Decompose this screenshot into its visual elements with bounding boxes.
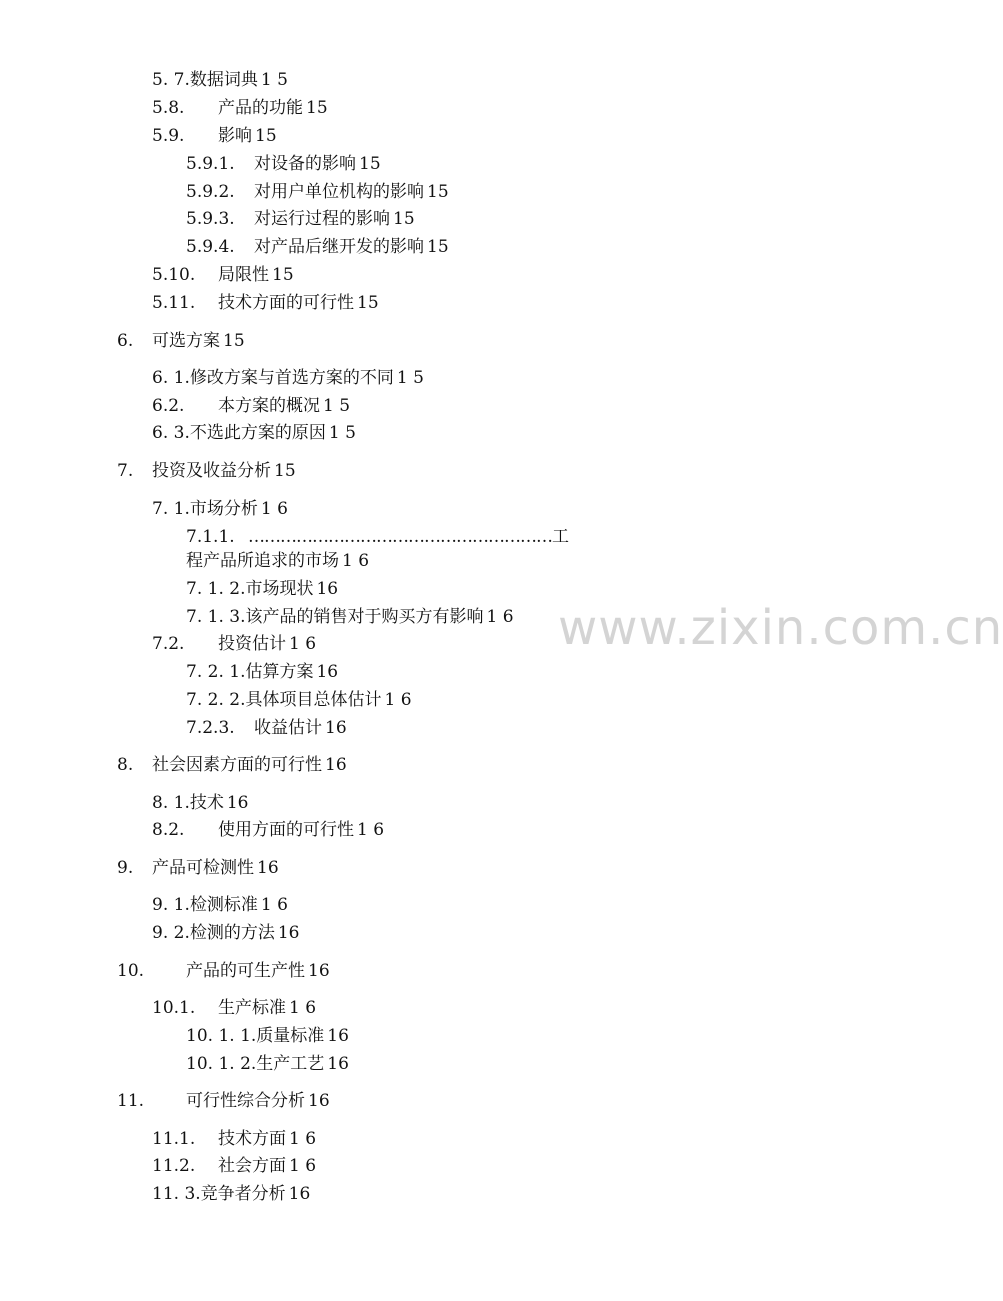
toc-number: 7.	[117, 461, 134, 481]
toc-number: 9. 1.	[152, 895, 190, 915]
toc-number: 7. 2. 2.	[186, 690, 246, 710]
toc-title: 可行性综合分析	[186, 1091, 305, 1111]
toc-page-number: 1 6	[384, 690, 412, 710]
toc-title: 质量标准	[256, 1026, 325, 1046]
toc-number: 8.	[117, 755, 134, 775]
toc-title: 市场现状	[245, 579, 314, 599]
toc-entry	[152, 996, 316, 1020]
toc-entry	[152, 818, 384, 842]
toc-entry	[186, 660, 338, 684]
toc-chapter	[117, 329, 245, 353]
toc-page-number: 1 5	[396, 368, 424, 388]
toc-page-number: 1 6	[289, 1156, 317, 1176]
toc-chapter	[117, 959, 330, 983]
toc-page-number: 15	[274, 461, 296, 481]
toc-title: 局限性	[218, 265, 269, 285]
toc-entry	[152, 263, 294, 287]
toc-entry	[152, 921, 299, 945]
toc-number: 11.2.	[152, 1156, 196, 1176]
toc-chapter	[117, 753, 347, 777]
toc-number: 9. 2.	[152, 923, 190, 943]
toc-title: 产品的可生产性	[186, 961, 305, 981]
toc-entry	[186, 235, 449, 259]
toc-title: 收益估计	[254, 718, 322, 738]
toc-number: 5.9.2.	[186, 182, 235, 202]
toc-title: 产品可检测性	[152, 858, 254, 878]
toc-page-number: 1 5	[260, 70, 288, 90]
toc-number: 5.11.	[152, 293, 196, 313]
toc-entry	[152, 497, 288, 521]
toc-entry	[152, 291, 379, 315]
toc-entry	[186, 577, 338, 601]
toc-page-number: 16	[325, 718, 347, 738]
toc-title: 社会因素方面的可行性	[152, 755, 322, 775]
toc-title: 投资估计	[218, 634, 286, 654]
toc-page-number: 1 6	[486, 607, 514, 627]
toc-number: 7. 1. 3.	[186, 607, 246, 627]
toc-page-number: 16	[316, 579, 339, 599]
toc-page-number: 15	[393, 209, 415, 229]
toc-page-number: 1 5	[323, 396, 351, 416]
toc-number: 10. 1. 2.	[186, 1054, 257, 1074]
toc-number: 7.1.1.	[186, 527, 235, 547]
toc-number: 7. 1.	[152, 499, 190, 519]
toc-title: 可选方案	[152, 331, 220, 351]
toc-page-number: 1 6	[289, 1129, 317, 1149]
toc-entry	[152, 366, 424, 390]
toc-page-number: 15	[427, 182, 449, 202]
toc-title: 产品的功能	[218, 98, 303, 118]
toc-entry	[186, 207, 415, 231]
toc-title: 估算方案	[245, 662, 314, 682]
toc-page-number: 16	[325, 755, 347, 775]
toc-page-number: 16	[327, 1026, 349, 1046]
toc-entry	[186, 180, 449, 204]
toc-number: 11. 3.	[152, 1184, 201, 1204]
toc-page-number: 16	[226, 793, 249, 813]
toc-entry	[152, 1154, 316, 1178]
toc-number: 6.2.	[152, 396, 185, 416]
toc-title: 对用户单位机构的影响	[254, 182, 424, 202]
toc-title: 检测标准	[189, 895, 258, 915]
toc-title: 技术方面的可行性	[218, 293, 354, 313]
toc-number: 6. 3.	[152, 423, 190, 443]
toc-title: 技术方面	[218, 1129, 286, 1149]
toc-leader: …………………………………………………工	[248, 527, 568, 547]
toc-entry	[152, 632, 316, 656]
toc-number: 10. 1. 1.	[186, 1026, 257, 1046]
toc-number: 8.2.	[152, 820, 185, 840]
toc-number: 7.2.	[152, 634, 185, 654]
toc-page-number: 1 6	[260, 499, 288, 519]
toc-page-number: 15	[272, 265, 294, 285]
toc-title: 不选此方案的原因	[189, 423, 326, 443]
toc-page-number: 16	[277, 923, 300, 943]
toc-number: 5. 7.	[152, 70, 190, 90]
toc-entry	[186, 152, 381, 176]
toc-entry	[186, 716, 347, 740]
toc-number: 10.	[117, 961, 145, 981]
toc-title: 对设备的影响	[254, 154, 356, 174]
toc-entry	[152, 893, 288, 917]
toc-chapter	[117, 459, 296, 483]
toc-title: 市场分析	[189, 499, 258, 519]
toc-title: 数据词典	[189, 70, 258, 90]
toc-number: 5.10.	[152, 265, 196, 285]
toc-title: 竞争者分析	[200, 1184, 286, 1204]
toc-number: 8. 1.	[152, 793, 190, 813]
toc-title: 生产标准	[218, 998, 286, 1018]
toc-number: 9.	[117, 858, 134, 878]
toc-title: 生产工艺	[256, 1054, 325, 1074]
toc-entry	[152, 96, 328, 120]
toc-page-number: 16	[308, 1091, 330, 1111]
toc-number: 5.9.1.	[186, 154, 235, 174]
toc-entry	[186, 1052, 349, 1076]
toc-title: 投资及收益分析	[152, 461, 271, 481]
toc-page-number: 1 6	[342, 551, 370, 571]
toc-entry	[186, 1024, 349, 1048]
toc-entry	[152, 1182, 310, 1206]
toc-number: 11.1.	[152, 1129, 196, 1149]
toc-number: 5.9.3.	[186, 209, 235, 229]
toc-title: 修改方案与首选方案的不同	[189, 368, 394, 388]
toc-title: 该产品的销售对于购买方有影响	[245, 607, 484, 627]
toc-entry	[152, 394, 350, 418]
toc-page-number: 1 6	[357, 820, 385, 840]
toc-title: 对运行过程的影响	[254, 209, 390, 229]
toc-page-number: 1 6	[289, 634, 317, 654]
toc-number: 6.	[117, 331, 134, 351]
toc-page-number: 1 6	[260, 895, 288, 915]
toc-entry	[152, 1127, 316, 1151]
toc-entry	[152, 68, 288, 92]
toc-page-number: 1 6	[289, 998, 317, 1018]
toc-title: 对产品后继开发的影响	[254, 237, 424, 257]
toc-title: 本方案的概况	[218, 396, 320, 416]
toc-chapter	[117, 856, 279, 880]
toc-page-number: 15	[357, 293, 379, 313]
toc-entry	[186, 688, 412, 712]
toc-page-number: 16	[288, 1184, 311, 1204]
toc-number: 7. 1. 2.	[186, 579, 246, 599]
toc-number: 10.1.	[152, 998, 196, 1018]
toc-chapter	[117, 1089, 330, 1113]
toc-entry	[152, 124, 277, 148]
toc-entry	[186, 605, 514, 629]
toc-entry	[152, 421, 356, 445]
watermark: www.zixin.com.cn	[558, 600, 1003, 656]
toc-entry	[186, 525, 814, 549]
toc-title: 影响	[218, 126, 252, 146]
toc-number: 5.9.4.	[186, 237, 235, 257]
toc-page-number: 15	[255, 126, 277, 146]
toc-title: 技术	[189, 793, 224, 813]
toc-page-number: 1 5	[328, 423, 356, 443]
toc-title: 程产品所追求的市场	[186, 551, 339, 571]
toc-page-number: 16	[327, 1054, 349, 1074]
toc-number: 5.9.	[152, 126, 185, 146]
toc-number: 7. 2. 1.	[186, 662, 246, 682]
toc-page-number: 16	[308, 961, 330, 981]
toc-title: 具体项目总体估计	[245, 690, 382, 710]
toc-number: 6. 1.	[152, 368, 190, 388]
toc-number: 7.2.3.	[186, 718, 235, 738]
toc-page-number: 16	[316, 662, 339, 682]
toc-number: 5.8.	[152, 98, 185, 118]
toc-title: 社会方面	[218, 1156, 286, 1176]
toc-page-number: 15	[223, 331, 245, 351]
toc-page-number: 15	[359, 154, 381, 174]
toc-entry	[152, 791, 248, 815]
toc-entry-continued	[186, 549, 369, 573]
toc-page-number: 15	[306, 98, 328, 118]
toc-title: 使用方面的可行性	[218, 820, 354, 840]
toc-title: 检测的方法	[189, 923, 275, 943]
toc-page-number: 15	[427, 237, 449, 257]
toc-page-number: 16	[257, 858, 279, 878]
toc-number: 11.	[117, 1091, 145, 1111]
